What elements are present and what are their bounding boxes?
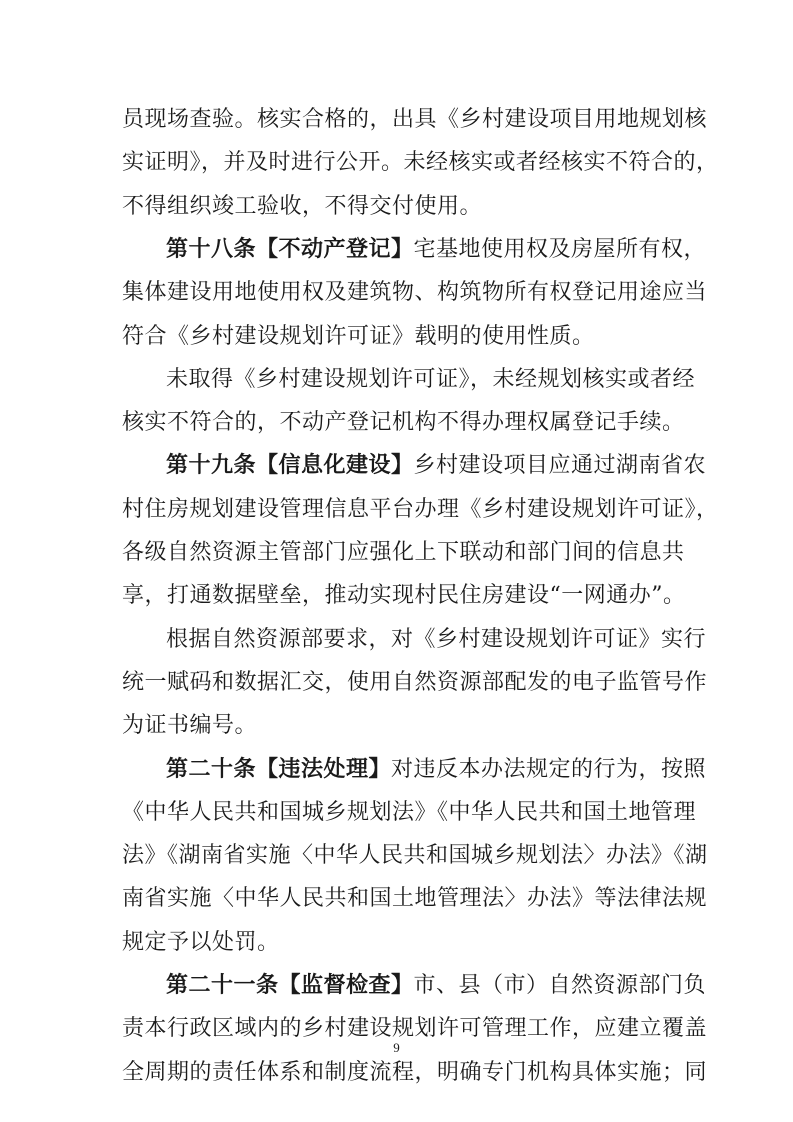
paragraph-line: 根据自然资源部要求，对《乡村建设规划许可证》实行 — [166, 627, 707, 652]
paragraph-line: 《中华人民共和国城乡规划法》《中华人民共和国土地管理 — [122, 800, 697, 825]
article-first-line — [166, 972, 707, 1000]
article-heading: 第十八条【不动产登记】 — [166, 237, 414, 262]
paragraph-line: 统一赋码和数据汇交，使用自然资源部配发的电子监管号作 — [122, 670, 708, 695]
article-heading: 第二十条【违法处理】 — [166, 757, 392, 782]
paragraph-line: 南省实施〈中华人民共和国土地管理法〉办法》等法律法规 — [122, 886, 708, 911]
article-text: 乡村建设项目应通过湖南省农 — [413, 453, 707, 478]
paragraph-line: 核实不符合的，不动产登记机构不得办理权属登记手续。 — [122, 410, 685, 435]
paragraph-line: 全周期的责任体系和制度流程，明确专门机构具体实施；同 — [122, 1060, 708, 1085]
paragraph-line: 为证书编号。 — [122, 713, 258, 738]
article-first-line — [166, 236, 707, 264]
paragraph-line: 符合《乡村建设规划许可证》载明的使用性质。 — [122, 324, 595, 349]
page-number: 9 — [393, 1040, 400, 1055]
paragraph-line: 享，打通数据壁垒，推动实现村民住房建设“一网通办”。 — [122, 583, 686, 608]
paragraph-line: 村住房规划建设管理信息平台办理《乡村建设规划许可证》， — [122, 497, 719, 522]
paragraph-line: 集体建设用地使用权及建筑物、构筑物所有权登记用途应当 — [122, 280, 708, 305]
article-heading: 第十九条【信息化建设】 — [166, 453, 414, 478]
article-first-line — [166, 452, 707, 480]
paragraph-line: 员现场查验。核实合格的，出具《乡村建设项目用地规划核 — [122, 107, 708, 132]
article-text: 市、县（市）自然资源部门负 — [413, 973, 707, 998]
article-heading: 第二十一条【监督检查】 — [166, 973, 414, 998]
paragraph-line: 责本行政区域内的乡村建设规划许可管理工作，应建立覆盖 — [122, 1016, 708, 1041]
paragraph-line: 规定予以处罚。 — [122, 930, 280, 955]
paragraph-line: 法》《湖南省实施〈中华人民共和国城乡规划法〉办法》《湖 — [122, 843, 708, 868]
article-text: 宅基地使用权及房屋所有权， — [413, 237, 707, 262]
paragraph-line: 不得组织竣工验收，不得交付使用。 — [122, 194, 483, 219]
paragraph-line: 实证明》，并及时进行公开。未经核实或者经核实不符合的， — [122, 150, 719, 175]
article-text: 对违反本办法规定的行为，按照 — [391, 757, 707, 782]
article-first-line — [166, 756, 707, 784]
paragraph-line: 各级自然资源主管部门应强化上下联动和部门间的信息共 — [122, 540, 685, 565]
paragraph-line: 未取得《乡村建设规划许可证》，未经规划核实或者经 — [166, 367, 696, 392]
